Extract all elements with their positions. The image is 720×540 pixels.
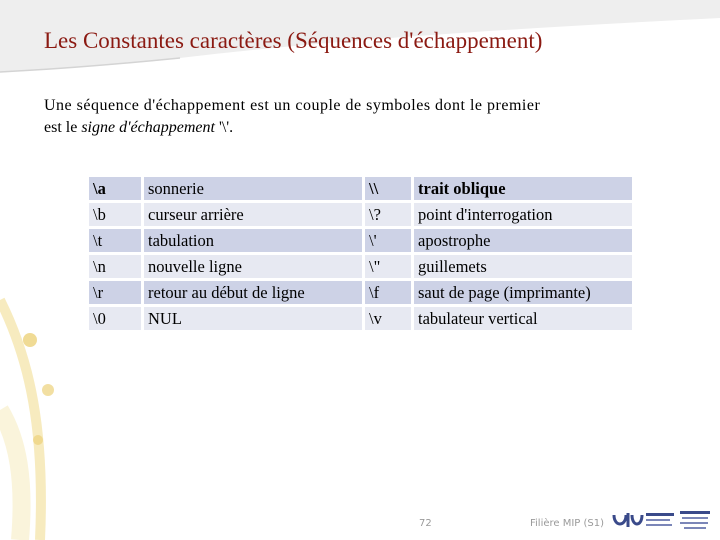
escape-description: guillemets xyxy=(414,255,632,278)
escape-description: NUL xyxy=(144,307,362,330)
escape-sequence: \t xyxy=(89,229,141,252)
intro-paragraph xyxy=(44,95,684,139)
escape-sequence: \a xyxy=(89,177,141,200)
escape-description: sonnerie xyxy=(144,177,362,200)
slide-title: Les Constantes caractères (Séquences d'échappement) xyxy=(44,28,543,53)
escape-sequence: \' xyxy=(365,229,411,252)
escape-description: retour au début de ligne xyxy=(144,281,362,304)
escape-description: tabulation xyxy=(144,229,362,252)
table-row xyxy=(89,281,632,304)
escape-sequence: \0 xyxy=(89,307,141,330)
escape-sequence: \f xyxy=(365,281,411,304)
escape-description: tabulateur vertical xyxy=(414,307,632,330)
escape-sequence: \b xyxy=(89,203,141,226)
escape-sequence: \\ xyxy=(365,177,411,200)
table-row xyxy=(89,307,632,330)
escape-description: apostrophe xyxy=(414,229,632,252)
escape-sequence: \" xyxy=(365,255,411,278)
escape-sequence: \r xyxy=(89,281,141,304)
escape-sequence-table xyxy=(86,174,635,333)
table-row xyxy=(89,229,632,252)
intro-line-1: Une séquence d'échappement est un couple de symboles dont le premier xyxy=(44,97,541,114)
table-row xyxy=(89,255,632,278)
escape-description: trait oblique xyxy=(414,177,632,200)
table-row xyxy=(89,177,632,200)
escape-sequence: \v xyxy=(365,307,411,330)
escape-description: saut de page (imprimante) xyxy=(414,281,632,304)
escape-sequence: \? xyxy=(365,203,411,226)
escape-description: point d'interrogation xyxy=(414,203,632,226)
intro-line-2-start: est le xyxy=(44,119,82,136)
escape-description: nouvelle ligne xyxy=(144,255,362,278)
escape-sequence: \n xyxy=(89,255,141,278)
course-label: Filière MIP (S1) xyxy=(530,518,605,529)
intro-italic-term: signe d'échappement xyxy=(81,119,215,136)
intro-line-2-end: '\'. xyxy=(214,119,234,136)
table-row xyxy=(89,203,632,226)
escape-description: curseur arrière xyxy=(144,203,362,226)
university-logo-icon xyxy=(606,505,716,537)
page-number: 72 xyxy=(419,518,432,529)
